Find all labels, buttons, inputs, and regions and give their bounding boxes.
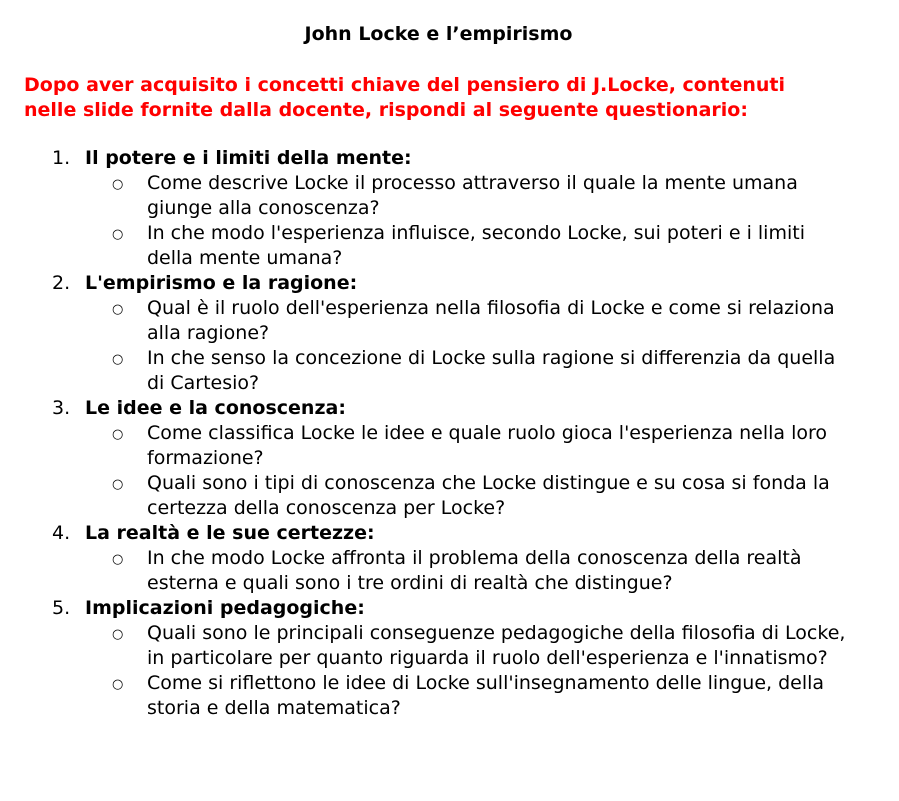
questionnaire-list xyxy=(0,146,899,721)
question-list xyxy=(0,421,899,521)
page-title: John Locke e l’empirismo xyxy=(304,23,573,45)
question-text: Come classifica Locke le idee e quale ruolo gioca l'esperienza nella loro formazione? xyxy=(147,422,828,469)
question-text: Come si riflettono le idee di Locke sull'insegnamento delle lingue, della storia e della matematica? xyxy=(147,672,825,719)
section-heading xyxy=(0,146,899,171)
question-list xyxy=(0,621,899,721)
question-text: Come descrive Locke il processo attraverso il quale la mente umana giunge alla conoscenza? xyxy=(147,172,798,219)
section-number: 4. xyxy=(52,522,71,544)
question-item xyxy=(0,671,847,721)
question-list xyxy=(0,296,899,396)
question-text: Quali sono i tipi di conoscenza che Locke distingue e su cosa si fonda la certezza della conoscenza per Locke? xyxy=(147,472,830,519)
section-1 xyxy=(0,146,899,271)
question-item xyxy=(0,346,847,396)
section-heading xyxy=(0,396,899,421)
hollow-bullet-icon: ○ xyxy=(112,627,124,642)
section-heading xyxy=(0,596,899,621)
hollow-bullet-icon: ○ xyxy=(112,427,124,442)
section-heading-text: Il potere e i limiti della mente: xyxy=(85,147,412,169)
section-heading xyxy=(0,521,899,546)
question-text: In che senso la concezione di Locke sulla ragione si differenzia da quella di Cartesio? xyxy=(147,347,836,394)
question-item xyxy=(0,471,847,521)
section-2 xyxy=(0,271,899,396)
section-heading xyxy=(0,271,899,296)
hollow-bullet-icon: ○ xyxy=(112,352,124,367)
hollow-bullet-icon: ○ xyxy=(112,302,124,317)
question-text: In che modo Locke affronta il problema della conoscenza della realtà esterna e quali sono i tre ordini di realtà che distingue? xyxy=(147,547,802,594)
hollow-bullet-icon: ○ xyxy=(112,477,124,492)
question-item xyxy=(0,296,847,346)
section-heading-text: Le idee e la conoscenza: xyxy=(85,397,346,419)
section-3 xyxy=(0,396,899,521)
section-number: 5. xyxy=(52,597,71,619)
section-number: 1. xyxy=(52,147,71,169)
hollow-bullet-icon: ○ xyxy=(112,227,124,242)
question-item xyxy=(0,171,847,221)
section-number: 3. xyxy=(52,397,71,419)
question-item xyxy=(0,221,847,271)
section-heading-text: L'empirismo e la ragione: xyxy=(85,272,358,294)
section-heading-text: La realtà e le sue certezze: xyxy=(85,522,375,544)
section-heading-text: Implicazioni pedagogiche: xyxy=(85,597,365,619)
instructions-text: Dopo aver acquisito i concetti chiave del pensiero di J.Locke, contenuti nelle slide fornite dalla docente, rispondi al seguente questionario: xyxy=(24,74,786,121)
section-number: 2. xyxy=(52,272,71,294)
hollow-bullet-icon: ○ xyxy=(112,677,124,692)
section-4 xyxy=(0,521,899,596)
section-5 xyxy=(0,596,899,721)
question-text: Quali sono le principali conseguenze pedagogiche della filosofia di Locke, in particolare per quanto riguarda il ruolo dell'esperienza e l'innatismo? xyxy=(147,622,846,669)
question-text: Qual è il ruolo dell'esperienza nella filosofia di Locke e come si relaziona alla ragione? xyxy=(147,297,835,344)
question-item xyxy=(0,421,847,471)
hollow-bullet-icon: ○ xyxy=(112,177,124,192)
question-item xyxy=(0,621,847,671)
hollow-bullet-icon: ○ xyxy=(112,552,124,567)
question-list xyxy=(0,546,899,596)
question-item xyxy=(0,546,847,596)
question-list xyxy=(0,171,899,271)
question-text: In che modo l'esperienza influisce, secondo Locke, sui poteri e i limiti della mente umana? xyxy=(147,222,805,269)
